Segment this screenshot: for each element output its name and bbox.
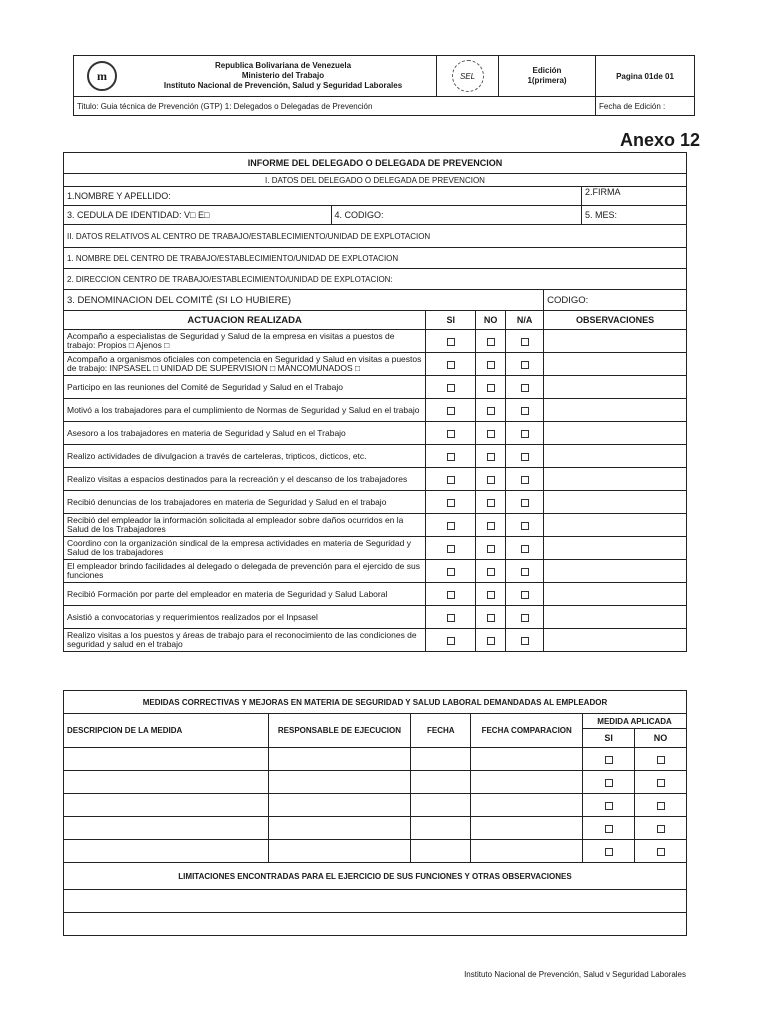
logo-cell bbox=[74, 56, 131, 97]
checkbox-icon bbox=[657, 802, 665, 810]
action-observation-cell[interactable] bbox=[544, 629, 687, 652]
action-row bbox=[64, 537, 687, 560]
id-field[interactable] bbox=[64, 206, 332, 225]
col-date: FECHA bbox=[411, 714, 471, 748]
col-applied: MEDIDA APLICADA bbox=[583, 714, 687, 729]
org-line2: Ministerio del Trabajo bbox=[241, 71, 325, 80]
form-title: INFORME DEL DELEGADO O DELEGADA DE PREVENCION bbox=[64, 153, 687, 174]
col-responsible: RESPONSABLE DE EJECUCION bbox=[268, 714, 411, 748]
action-observation-cell[interactable] bbox=[544, 445, 687, 468]
checkbox-icon bbox=[447, 591, 455, 599]
checkbox-icon bbox=[447, 453, 455, 461]
measure-row bbox=[64, 840, 687, 863]
action-na-checkbox[interactable] bbox=[506, 468, 544, 491]
action-no-checkbox[interactable] bbox=[476, 399, 506, 422]
action-label: Realizo actividades de divulgacion a través de carteleras, tripticos, dicticos, etc. bbox=[64, 445, 426, 468]
measure-description-cell[interactable] bbox=[64, 840, 269, 863]
checkbox-icon bbox=[487, 522, 495, 530]
measure-compare-date-cell[interactable] bbox=[471, 794, 583, 817]
action-yes-checkbox[interactable] bbox=[426, 353, 476, 376]
action-no-checkbox[interactable] bbox=[476, 468, 506, 491]
action-label: Coordino con la organización sindical de la empresa actividades en materia de Seguridad y Salud de los trabajadores bbox=[64, 537, 426, 560]
center-name-field[interactable] bbox=[64, 248, 687, 269]
action-yes-checkbox[interactable] bbox=[426, 560, 476, 583]
action-label: Recibió denuncias de los trabajadores en materia de Seguridad y Salud en el trabajo bbox=[64, 491, 426, 514]
action-row bbox=[64, 583, 687, 606]
action-no-checkbox[interactable] bbox=[476, 606, 506, 629]
document-header bbox=[73, 55, 695, 116]
checkbox-icon bbox=[521, 568, 529, 576]
measure-no-checkbox[interactable] bbox=[635, 748, 687, 771]
annex-label: Anexo 12 bbox=[620, 130, 701, 150]
address-label: 2. DIRECCION CENTRO DE TRABAJO/ESTABLECIMIENTO/UNIDAD DE EXPLOTACION: bbox=[67, 274, 393, 284]
seal-cell bbox=[437, 56, 499, 97]
measure-date-cell[interactable] bbox=[411, 794, 471, 817]
checkbox-icon bbox=[487, 476, 495, 484]
action-row bbox=[64, 606, 687, 629]
edition-date-label: Fecha de Edición : bbox=[596, 97, 695, 116]
action-na-checkbox[interactable] bbox=[506, 491, 544, 514]
action-label: El empleador brindo facilidades al delegado o delegada de prevención para el ejercido de sus funciones bbox=[64, 560, 426, 583]
action-yes-checkbox[interactable] bbox=[426, 376, 476, 399]
checkbox-icon bbox=[605, 825, 613, 833]
measures-title: MEDIDAS CORRECTIVAS Y MEJORAS EN MATERIA DE SEGURIDAD Y SALUD LABORAL DEMANDADAS AL EMPLEADOR bbox=[64, 691, 687, 714]
checkbox-icon bbox=[521, 499, 529, 507]
action-no-checkbox[interactable] bbox=[476, 422, 506, 445]
action-no-checkbox[interactable] bbox=[476, 353, 506, 376]
checkbox-icon bbox=[447, 407, 455, 415]
action-no-checkbox[interactable] bbox=[476, 560, 506, 583]
limitations-line[interactable] bbox=[64, 890, 687, 913]
action-observation-cell[interactable] bbox=[544, 514, 687, 537]
action-na-checkbox[interactable] bbox=[506, 376, 544, 399]
action-label: Motivó a los trabajadores para el cumplimiento de Normas de Seguridad y Salud en el trabajo bbox=[64, 399, 426, 422]
action-na-checkbox[interactable] bbox=[506, 606, 544, 629]
edition-value: 1(primera) bbox=[527, 76, 567, 85]
measure-no-checkbox[interactable] bbox=[635, 794, 687, 817]
action-na-checkbox[interactable] bbox=[506, 399, 544, 422]
address-field[interactable] bbox=[64, 269, 687, 290]
action-no-checkbox[interactable] bbox=[476, 445, 506, 468]
checkbox-icon bbox=[657, 848, 665, 856]
col-applied-yes: SI bbox=[583, 729, 635, 748]
checkbox-icon bbox=[521, 637, 529, 645]
checkbox-icon bbox=[487, 614, 495, 622]
checkbox-icon bbox=[447, 637, 455, 645]
checkbox-icon bbox=[487, 545, 495, 553]
org-block bbox=[130, 56, 437, 97]
code-label: 4. CODIGO: bbox=[334, 210, 384, 220]
measure-description-cell[interactable] bbox=[64, 817, 269, 840]
action-label: Realizo visitas a espacios destinados para la recreación y el descanso de los trabajadores bbox=[64, 468, 426, 491]
checkbox-icon bbox=[447, 545, 455, 553]
col-action: ACTUACION REALIZADA bbox=[64, 311, 426, 330]
action-observation-cell[interactable] bbox=[544, 330, 687, 353]
measure-row bbox=[64, 817, 687, 840]
checkbox-icon bbox=[521, 338, 529, 346]
signature-field[interactable] bbox=[582, 187, 687, 206]
action-label: Asesoro a los trabajadores en materia de Seguridad y Salud en el Trabajo bbox=[64, 422, 426, 445]
limitations-line[interactable] bbox=[64, 913, 687, 936]
checkbox-icon bbox=[521, 591, 529, 599]
measure-yes-checkbox[interactable] bbox=[583, 794, 635, 817]
id-label: 3. CEDULA DE IDENTIDAD: V□ E□ bbox=[67, 210, 210, 220]
action-label: Participo en las reuniones del Comité de Seguridad y Salud en el Trabajo bbox=[64, 376, 426, 399]
action-observation-cell[interactable] bbox=[544, 606, 687, 629]
action-na-checkbox[interactable] bbox=[506, 629, 544, 652]
measure-yes-checkbox[interactable] bbox=[583, 748, 635, 771]
checkbox-icon bbox=[521, 361, 529, 369]
action-yes-checkbox[interactable] bbox=[426, 330, 476, 353]
checkbox-icon bbox=[605, 802, 613, 810]
measure-date-cell[interactable] bbox=[411, 840, 471, 863]
measure-responsible-cell[interactable] bbox=[268, 794, 411, 817]
action-row bbox=[64, 491, 687, 514]
checkbox-icon bbox=[447, 522, 455, 530]
action-no-checkbox[interactable] bbox=[476, 583, 506, 606]
checkbox-icon bbox=[487, 591, 495, 599]
month-field[interactable] bbox=[582, 206, 687, 225]
checkbox-icon bbox=[521, 453, 529, 461]
measure-description-cell[interactable] bbox=[64, 748, 269, 771]
code-field[interactable] bbox=[331, 206, 582, 225]
col-applied-no: NO bbox=[635, 729, 687, 748]
checkbox-icon bbox=[487, 637, 495, 645]
section2-heading: II. DATOS RELATIVOS AL CENTRO DE TRABAJO/ESTABLECIMIENTO/UNIDAD DE EXPLOTACION bbox=[64, 225, 687, 248]
checkbox-icon bbox=[521, 407, 529, 415]
measure-responsible-cell[interactable] bbox=[268, 771, 411, 794]
edition-label: Edición bbox=[532, 66, 562, 75]
action-yes-checkbox[interactable] bbox=[426, 445, 476, 468]
checkbox-icon bbox=[521, 522, 529, 530]
checkbox-icon bbox=[447, 614, 455, 622]
checkbox-icon bbox=[521, 384, 529, 392]
checkbox-icon bbox=[487, 338, 495, 346]
action-na-checkbox[interactable] bbox=[506, 560, 544, 583]
measure-no-checkbox[interactable] bbox=[635, 817, 687, 840]
measure-yes-checkbox[interactable] bbox=[583, 840, 635, 863]
action-observation-cell[interactable] bbox=[544, 491, 687, 514]
org-line3: Instituto Nacional de Prevención, Salud y Seguridad Laborales bbox=[163, 81, 403, 90]
action-yes-checkbox[interactable] bbox=[426, 629, 476, 652]
action-observation-cell[interactable] bbox=[544, 537, 687, 560]
checkbox-icon bbox=[447, 430, 455, 438]
measure-yes-checkbox[interactable] bbox=[583, 817, 635, 840]
action-row bbox=[64, 399, 687, 422]
col-observations: OBSERVACIONES bbox=[544, 311, 687, 330]
action-na-checkbox[interactable] bbox=[506, 330, 544, 353]
action-na-checkbox[interactable] bbox=[506, 514, 544, 537]
checkbox-icon bbox=[605, 779, 613, 787]
checkbox-icon bbox=[447, 384, 455, 392]
measure-no-checkbox[interactable] bbox=[635, 771, 687, 794]
section1-heading: I. DATOS DEL DELEGADO O DELEGADA DE PREVENCION bbox=[64, 174, 687, 187]
checkbox-icon bbox=[605, 848, 613, 856]
action-label: Recibió del empleador la información solicitada al empleador sobre daños ocurridos en la Salud de los Trabajadores bbox=[64, 514, 426, 537]
name-label: 1.NOMBRE Y APELLIDO: bbox=[67, 191, 171, 201]
measure-compare-date-cell[interactable] bbox=[471, 817, 583, 840]
action-observation-cell[interactable] bbox=[544, 353, 687, 376]
inpsasel-seal-icon: SEL bbox=[452, 60, 484, 92]
committee-code-label: CODIGO: bbox=[547, 294, 589, 306]
measure-yes-checkbox[interactable] bbox=[583, 771, 635, 794]
action-row bbox=[64, 353, 687, 376]
action-row bbox=[64, 629, 687, 652]
action-na-checkbox[interactable] bbox=[506, 422, 544, 445]
action-yes-checkbox[interactable] bbox=[426, 468, 476, 491]
measure-date-cell[interactable] bbox=[411, 771, 471, 794]
action-observation-cell[interactable] bbox=[544, 583, 687, 606]
measure-date-cell[interactable] bbox=[411, 817, 471, 840]
checkbox-icon bbox=[487, 499, 495, 507]
org-line1: Republica Bolivariana de Venezuela bbox=[214, 61, 352, 70]
action-row bbox=[64, 514, 687, 537]
measure-description-cell[interactable] bbox=[64, 771, 269, 794]
checkbox-icon bbox=[487, 407, 495, 415]
action-no-checkbox[interactable] bbox=[476, 514, 506, 537]
action-row bbox=[64, 468, 687, 491]
measure-row bbox=[64, 794, 687, 817]
measure-responsible-cell[interactable] bbox=[268, 840, 411, 863]
checkbox-icon bbox=[521, 476, 529, 484]
measure-responsible-cell[interactable] bbox=[268, 817, 411, 840]
action-observation-cell[interactable] bbox=[544, 560, 687, 583]
measure-responsible-cell[interactable] bbox=[268, 748, 411, 771]
checkbox-icon bbox=[657, 825, 665, 833]
action-label: Recibió Formación por parte del empleador en materia de Seguridad y Salud Laboral bbox=[64, 583, 426, 606]
action-row bbox=[64, 376, 687, 399]
committee-label: 3. DENOMINACION DEL COMITÉ (SI LO HUBIERE) bbox=[67, 294, 291, 306]
col-na: N/A bbox=[506, 311, 544, 330]
checkbox-icon bbox=[487, 453, 495, 461]
measure-compare-date-cell[interactable] bbox=[471, 840, 583, 863]
measure-no-checkbox[interactable] bbox=[635, 840, 687, 863]
action-no-checkbox[interactable] bbox=[476, 629, 506, 652]
action-na-checkbox[interactable] bbox=[506, 353, 544, 376]
action-no-checkbox[interactable] bbox=[476, 491, 506, 514]
report-form bbox=[63, 152, 687, 652]
action-yes-checkbox[interactable] bbox=[426, 606, 476, 629]
action-yes-checkbox[interactable] bbox=[426, 583, 476, 606]
footer-text: Instituto Nacional de Prevención, Salud v Seguridad Laborales bbox=[464, 970, 686, 979]
col-description: DESCRIPCION DE LA MEDIDA bbox=[64, 714, 269, 748]
measure-compare-date-cell[interactable] bbox=[471, 771, 583, 794]
col-compare-date: FECHA COMPARACION bbox=[471, 714, 583, 748]
checkbox-icon bbox=[487, 361, 495, 369]
name-field[interactable] bbox=[64, 187, 582, 206]
measure-row bbox=[64, 771, 687, 794]
measure-compare-date-cell[interactable] bbox=[471, 748, 583, 771]
checkbox-icon bbox=[447, 476, 455, 484]
document-title: Titulo: Guia técnica de Prevención (GTP) 1: Delegados o Delegadas de Prevención bbox=[74, 97, 596, 116]
measure-row bbox=[64, 748, 687, 771]
action-observation-cell[interactable] bbox=[544, 399, 687, 422]
checkbox-icon bbox=[447, 499, 455, 507]
action-yes-checkbox[interactable] bbox=[426, 537, 476, 560]
action-no-checkbox[interactable] bbox=[476, 330, 506, 353]
checkbox-icon bbox=[487, 384, 495, 392]
checkbox-icon bbox=[657, 756, 665, 764]
committee-field[interactable] bbox=[64, 290, 544, 311]
action-observation-cell[interactable] bbox=[544, 422, 687, 445]
month-label: 5. MES: bbox=[585, 210, 618, 220]
action-row bbox=[64, 330, 687, 353]
checkbox-icon bbox=[487, 568, 495, 576]
checkbox-icon bbox=[521, 545, 529, 553]
action-na-checkbox[interactable] bbox=[506, 445, 544, 468]
limitations-title: LIMITACIONES ENCONTRADAS PARA EL EJERCICIO DE SUS FUNCIONES Y OTRAS OBSERVACIONES bbox=[64, 863, 687, 890]
edition-cell bbox=[499, 56, 596, 97]
action-row bbox=[64, 445, 687, 468]
action-yes-checkbox[interactable] bbox=[426, 491, 476, 514]
center-name-label: 1. NOMBRE DEL CENTRO DE TRABAJO/ESTABLECIMIENTO/UNIDAD DE EXPLOTACION bbox=[67, 253, 399, 263]
checkbox-icon bbox=[657, 779, 665, 787]
col-no: NO bbox=[476, 311, 506, 330]
checkbox-icon bbox=[447, 338, 455, 346]
action-na-checkbox[interactable] bbox=[506, 583, 544, 606]
action-observation-cell[interactable] bbox=[544, 376, 687, 399]
action-yes-checkbox[interactable] bbox=[426, 422, 476, 445]
action-label: Realizo visitas a los puestos y áreas de trabajo para el reconocimiento de las condiciones de seguridad y salud en el trabajo bbox=[64, 629, 426, 652]
action-label: Asistió a convocatorias y requerimientos realizados por el Inpsasel bbox=[64, 606, 426, 629]
page-number: Pagina 01de 01 bbox=[596, 56, 695, 97]
action-label: Acompaño a especialistas de Seguridad y Salud de la empresa en visitas a puestos de trabajo: Propios □ Ajenos □ bbox=[64, 330, 426, 353]
checkbox-icon bbox=[605, 756, 613, 764]
measure-date-cell[interactable] bbox=[411, 748, 471, 771]
ministry-logo-icon: m bbox=[87, 61, 117, 91]
signature-label: 2.FIRMA bbox=[585, 187, 621, 197]
checkbox-icon bbox=[447, 568, 455, 576]
checkbox-icon bbox=[521, 430, 529, 438]
action-yes-checkbox[interactable] bbox=[426, 399, 476, 422]
action-row bbox=[64, 560, 687, 583]
col-yes: SI bbox=[426, 311, 476, 330]
action-label: Acompaño a organismos oficiales con competencia en Seguridad y Salud en visitas a puestos de trabajo: INPSASEL □ UNIDAD DE SUPERVISION □ MANCOMUNADOS □ bbox=[64, 353, 426, 376]
measures-table bbox=[63, 690, 687, 936]
action-na-checkbox[interactable] bbox=[506, 537, 544, 560]
action-row bbox=[64, 422, 687, 445]
measure-description-cell[interactable] bbox=[64, 794, 269, 817]
checkbox-icon bbox=[521, 614, 529, 622]
checkbox-icon bbox=[487, 430, 495, 438]
action-no-checkbox[interactable] bbox=[476, 376, 506, 399]
committee-code-field[interactable] bbox=[544, 290, 687, 311]
action-observation-cell[interactable] bbox=[544, 468, 687, 491]
action-yes-checkbox[interactable] bbox=[426, 514, 476, 537]
checkbox-icon bbox=[447, 361, 455, 369]
action-no-checkbox[interactable] bbox=[476, 537, 506, 560]
